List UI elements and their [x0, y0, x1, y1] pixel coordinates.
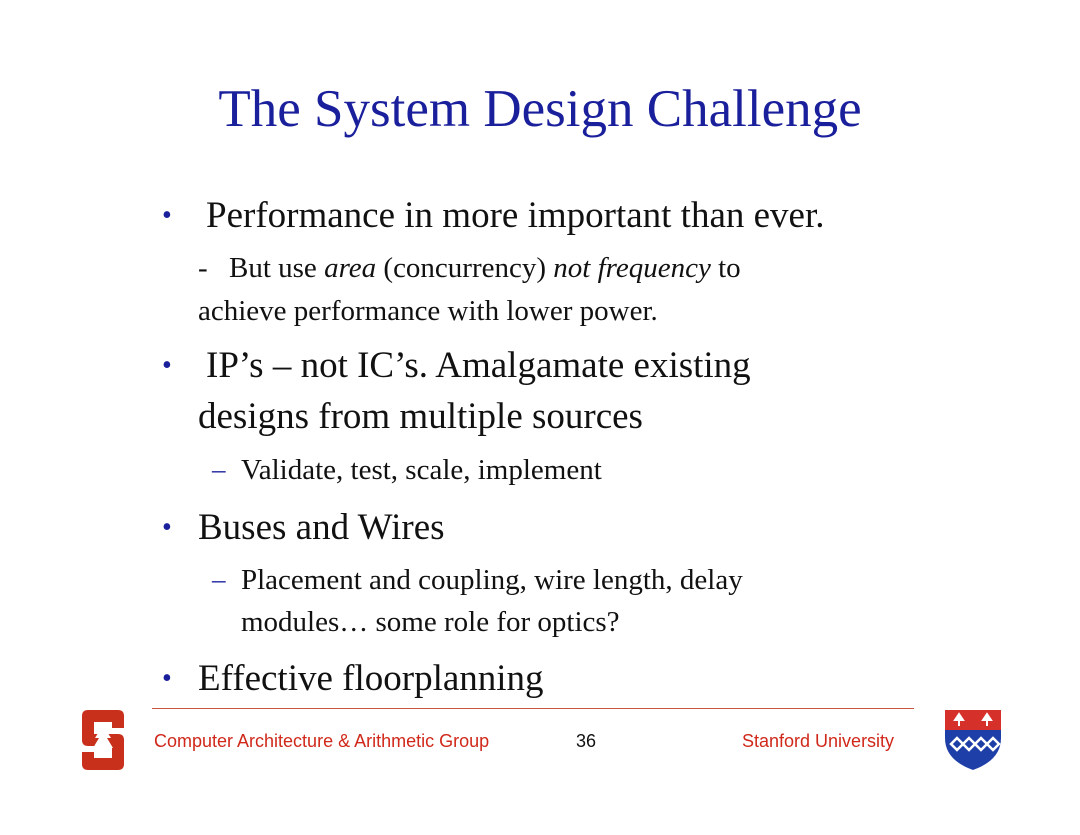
bullet-1-text: Performance in more important than ever. — [206, 195, 825, 236]
shield-crest-logo — [943, 708, 1003, 772]
sub-bullet-1-line1: But use area (concurrency) not frequency to — [229, 252, 741, 284]
sub-bullet-1-line2: achieve performance with lower power. — [198, 295, 658, 327]
bullet-2-line2: designs from multiple sources — [198, 396, 643, 437]
sub-bullet-hyphen: - — [198, 252, 208, 284]
sub-bullet-2-text: Validate, test, scale, implement — [241, 454, 602, 486]
bullet-icon: • — [162, 350, 172, 381]
bullet-3-text: Buses and Wires — [198, 507, 445, 548]
bullet-icon: • — [162, 512, 172, 543]
bullet-icon: • — [162, 200, 172, 231]
sub-bullet-dash: – — [212, 564, 226, 594]
bullet-icon: • — [162, 663, 172, 694]
sub-bullet-dash: – — [212, 454, 226, 484]
footer-divider — [152, 708, 914, 709]
stanford-s-tree-logo — [80, 708, 126, 772]
sub-bullet-3-line1: Placement and coupling, wire length, delay — [241, 564, 743, 596]
sub-bullet-3-line2: modules… some role for optics? — [241, 606, 620, 638]
bullet-4-text: Effective floorplanning — [198, 658, 544, 699]
footer-group-name: Computer Architecture & Arithmetic Group — [154, 731, 490, 751]
page-number: 36 — [576, 731, 597, 751]
footer-university: Stanford University — [742, 731, 895, 751]
slide-title: The System Design Challenge — [218, 80, 862, 138]
bullet-2-line1: IP’s – not IC’s. Amalgamate existing — [206, 345, 751, 386]
